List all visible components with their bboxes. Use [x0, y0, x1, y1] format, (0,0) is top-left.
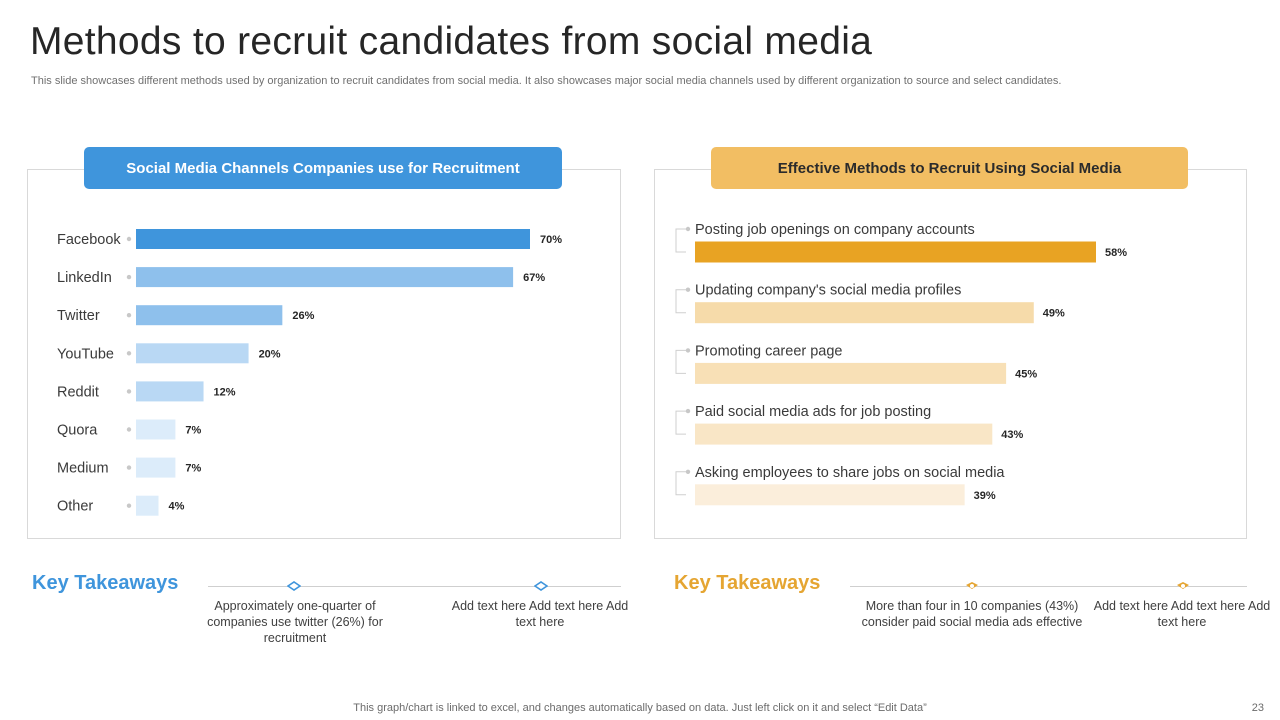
bar-medium: [136, 458, 175, 478]
category-label-twitter: Twitter: [57, 308, 100, 325]
bracket-line: [676, 229, 686, 252]
bar-other: [136, 496, 159, 516]
category-label-paid-social-media-ads-for-job-posting: Paid social media ads for job posting: [695, 404, 932, 421]
tick-dot: [127, 465, 131, 469]
takeaway-right-1: More than four in 10 companies (43%) consider paid social media ads effective: [861, 599, 1083, 629]
category-label-medium: Medium: [57, 460, 109, 477]
channels-chart-title: Social Media Channels Companies use for Recruitment: [84, 147, 562, 189]
bar-youtube: [136, 343, 249, 363]
data-label-facebook: 70%: [540, 234, 563, 246]
tick-dot: [127, 389, 131, 393]
data-label-quora: 7%: [185, 424, 202, 437]
takeaway-left-2: Add text here Add text here Add text here: [451, 599, 629, 629]
takeaway-left-1: Approximately one-quarter of companies use twitter (26%) for recruitment: [207, 599, 383, 645]
bar-updating-company-s-social-media-profiles: [695, 302, 1034, 323]
data-label-twitter: 26%: [292, 310, 315, 323]
bar-facebook: [136, 229, 530, 249]
bracket-line: [676, 290, 686, 313]
methods-bar-chart[interactable]: [640, 0, 1280, 560]
tick-dot: [127, 275, 131, 279]
tick-dot: [686, 227, 690, 231]
data-label-promoting-career-page: 45%: [1015, 368, 1038, 381]
channels-bar-chart[interactable]: [0, 0, 640, 560]
category-label-updating-company-s-social-media-profiles: Updating company's social media profiles: [695, 282, 962, 299]
page-number: 23: [1251, 702, 1264, 714]
data-label-paid-social-media-ads-for-job-posting: 43%: [1001, 429, 1024, 442]
category-label-promoting-career-page: Promoting career page: [695, 343, 843, 360]
category-label-reddit: Reddit: [57, 384, 99, 401]
takeaway-right-2: Add text here Add text here Add text here: [1093, 599, 1271, 629]
tick-dot: [127, 313, 131, 317]
bracket-line: [676, 411, 686, 434]
category-label-other: Other: [57, 498, 94, 515]
footer-note: This graph/chart is linked to excel, and changes automatically based on data. Just left click on it and select “Edit Data”: [353, 702, 927, 714]
tick-dot: [686, 470, 690, 474]
slide-subtitle: This slide showcases different methods used by organization to recruit candidates from social media. It also showcases major social media channels used by different organization to source and select candidates.: [31, 75, 1062, 87]
key-takeaways-left-title: Key Takeaways: [32, 572, 179, 594]
slide-title: Methods to recruit candidates from social media: [30, 20, 873, 63]
category-label-linkedin: LinkedIn: [57, 270, 112, 287]
category-label-posting-job-openings-on-company-accounts: Posting job openings on company accounts: [695, 222, 975, 238]
takeaway-marker-icon: [965, 581, 979, 591]
category-label-youtube: YouTube: [57, 346, 114, 363]
data-label-other: 4%: [168, 500, 185, 513]
bar-reddit: [136, 381, 204, 401]
tick-dot: [686, 288, 690, 292]
takeaway-marker-icon: [1176, 581, 1190, 591]
data-label-youtube: 20%: [258, 348, 281, 361]
bar-linkedin: [136, 267, 513, 287]
tick-dot: [127, 427, 131, 431]
data-label-asking-employees-to-share-jobs-on-social-media: 39%: [973, 489, 996, 502]
tick-dot: [686, 348, 690, 352]
bar-promoting-career-page: [695, 363, 1006, 384]
bracket-line: [676, 472, 686, 495]
methods-chart-title: Effective Methods to Recruit Using Social Media: [711, 147, 1188, 189]
bar-quora: [136, 420, 175, 440]
data-label-medium: 7%: [185, 462, 202, 475]
category-label-asking-employees-to-share-jobs-on-social-media: Asking employees to share jobs on social media: [695, 464, 1005, 481]
bracket-line: [676, 350, 686, 373]
key-takeaways-right-title: Key Takeaways: [674, 572, 821, 594]
data-label-updating-company-s-social-media-profiles: 49%: [1042, 307, 1065, 320]
data-label-posting-job-openings-on-company-accounts: 58%: [1105, 247, 1128, 259]
bar-twitter: [136, 305, 282, 325]
tick-dot: [127, 351, 131, 355]
key-takeaways-left-divider: [208, 586, 621, 587]
data-label-reddit: 12%: [213, 386, 236, 399]
tick-dot: [686, 409, 690, 413]
takeaway-marker-icon: [287, 581, 301, 591]
bar-paid-social-media-ads-for-job-posting: [695, 424, 992, 445]
category-label-quora: Quora: [57, 422, 98, 439]
takeaway-marker-icon: [534, 581, 548, 591]
tick-dot: [127, 237, 131, 241]
bar-asking-employees-to-share-jobs-on-social-media: [695, 484, 965, 505]
bar-posting-job-openings-on-company-accounts: [695, 242, 1096, 263]
tick-dot: [127, 504, 131, 508]
category-label-facebook: Facebook: [57, 232, 121, 248]
data-label-linkedin: 67%: [523, 272, 546, 285]
